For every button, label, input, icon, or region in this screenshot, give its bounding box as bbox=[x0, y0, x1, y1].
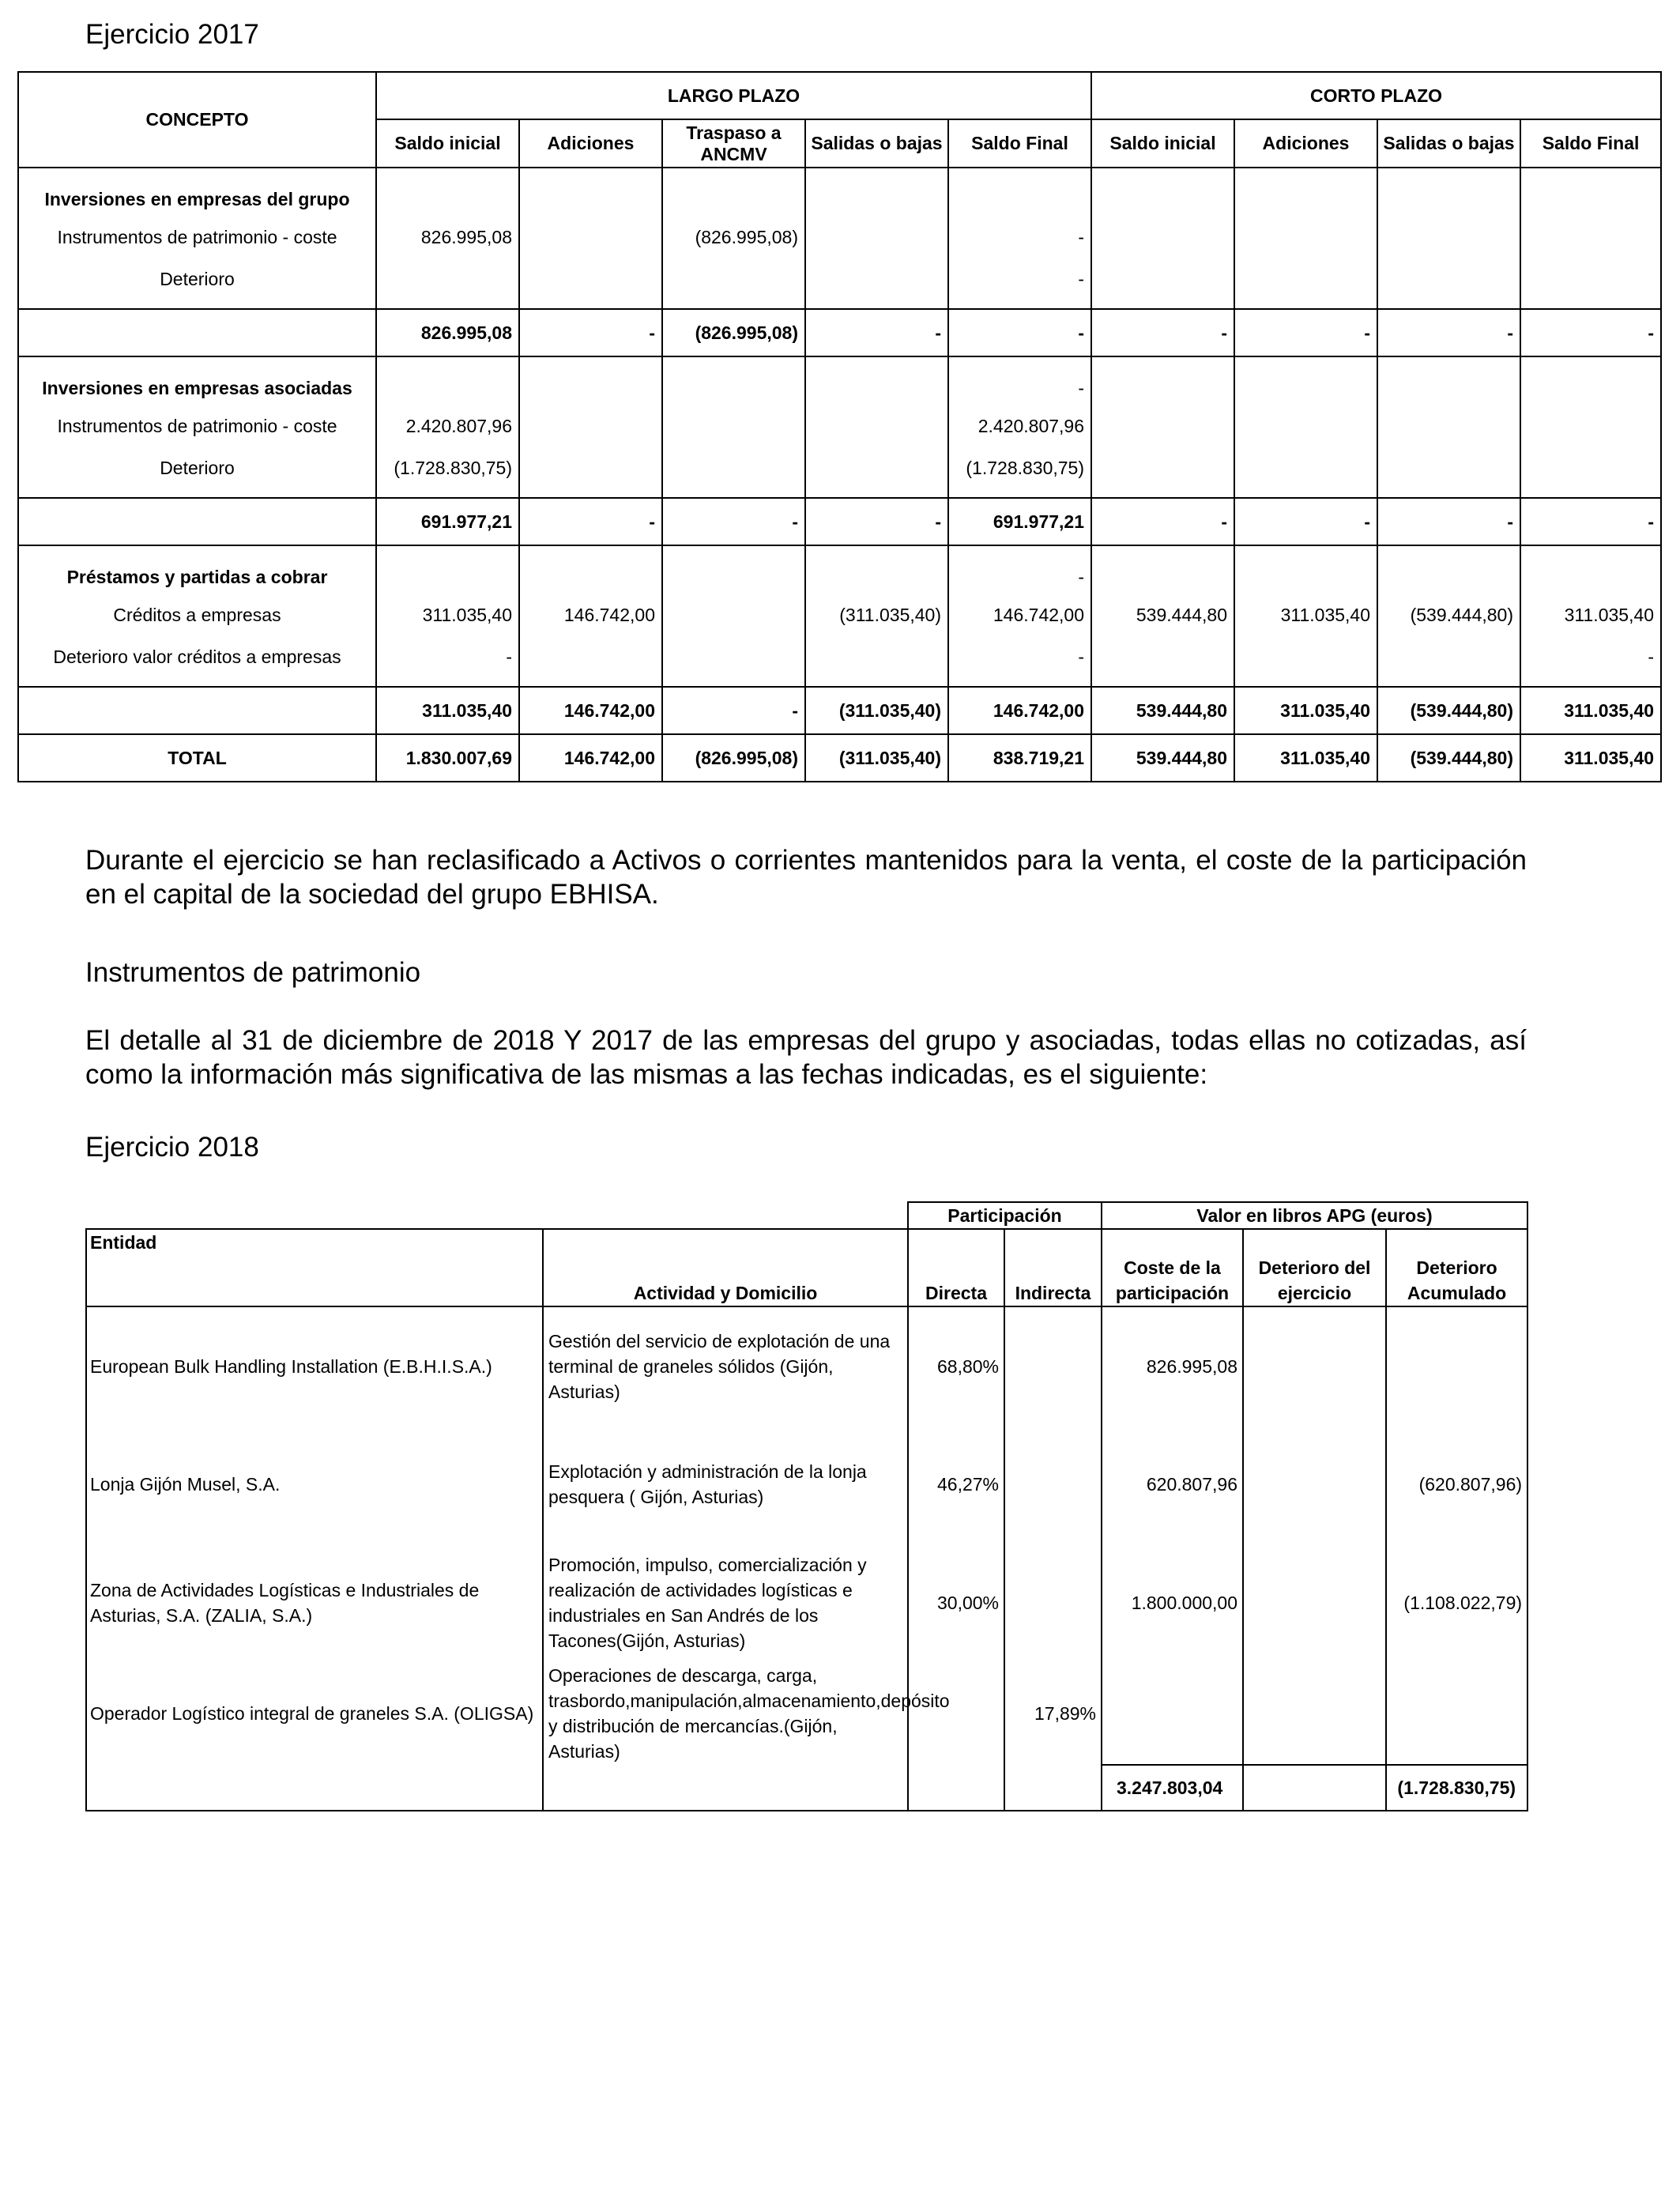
row-label: Deterioro bbox=[18, 450, 376, 498]
table-cell bbox=[1234, 356, 1377, 402]
table-cell: - bbox=[1377, 309, 1520, 356]
table-cell bbox=[1234, 261, 1377, 309]
heading-instrumentos-patrimonio: Instrumentos de patrimonio bbox=[85, 957, 421, 988]
table-cell: - bbox=[519, 309, 662, 356]
table-cell bbox=[1377, 261, 1520, 309]
table-cell bbox=[519, 450, 662, 498]
table-cell: - bbox=[948, 261, 1091, 309]
table-cell: (1.728.830,75) bbox=[376, 450, 519, 498]
empty-cell bbox=[86, 1765, 543, 1811]
table-cell: 146.742,00 bbox=[519, 734, 662, 782]
table-row bbox=[18, 309, 1661, 356]
table-cell: 539.444,80 bbox=[1091, 734, 1234, 782]
row-label bbox=[18, 498, 376, 545]
table-cell: 838.719,21 bbox=[948, 734, 1091, 782]
table-cell bbox=[1234, 639, 1377, 687]
table-cell: 539.444,80 bbox=[1091, 591, 1234, 639]
col-header: Salidas o bajas bbox=[1377, 119, 1520, 168]
cell-entidad: Zona de Actividades Logísticas e Industriales de Asturias, S.A. (ZALIA, S.A.) bbox=[86, 1544, 543, 1662]
row-label: Inversiones en empresas del grupo bbox=[18, 168, 376, 213]
table-cell bbox=[1091, 402, 1234, 450]
table-cell bbox=[1377, 545, 1520, 591]
table-row bbox=[86, 1306, 1527, 1425]
table-cell bbox=[519, 545, 662, 591]
table-cell: - bbox=[376, 639, 519, 687]
table-cell: - bbox=[1234, 498, 1377, 545]
table-cell bbox=[1234, 450, 1377, 498]
cell-actividad: Promoción, impulso, comercialización y realización de actividades logísticas e industriales en San Andrés de los Tacones(Gijón, Asturias) bbox=[543, 1544, 908, 1662]
table-cell: 146.742,00 bbox=[948, 687, 1091, 734]
table-cell bbox=[805, 639, 948, 687]
table-cell bbox=[1520, 168, 1661, 213]
table-cell: (539.444,80) bbox=[1377, 734, 1520, 782]
cell-indirecta bbox=[1004, 1425, 1102, 1544]
table-cell bbox=[1377, 402, 1520, 450]
table-cell bbox=[519, 168, 662, 213]
table-cell: 2.420.807,96 bbox=[948, 402, 1091, 450]
cell-directa: 46,27% bbox=[908, 1425, 1004, 1544]
table-cell bbox=[1520, 261, 1661, 309]
row-label: TOTAL bbox=[18, 734, 376, 782]
table-cell bbox=[805, 450, 948, 498]
table-cell bbox=[805, 261, 948, 309]
table-cell bbox=[1520, 402, 1661, 450]
header-participacion: Participación bbox=[908, 1202, 1102, 1229]
table-cell bbox=[1377, 213, 1520, 261]
table-cell bbox=[376, 356, 519, 402]
table-cell: - bbox=[948, 309, 1091, 356]
header-largo-plazo: LARGO PLAZO bbox=[376, 72, 1091, 119]
table-cell: - bbox=[1520, 639, 1661, 687]
table-cell bbox=[1234, 168, 1377, 213]
heading-ejercicio-2018: Ejercicio 2018 bbox=[85, 1132, 259, 1163]
paragraph-reclasificacion: Durante el ejercicio se han reclasificado a Activos o corrientes mantenidos para la venta, el coste de la participación en el capital de la sociedad del grupo EBHISA. bbox=[85, 845, 1527, 910]
table-cell: (1.728.830,75) bbox=[948, 450, 1091, 498]
cell-indirecta bbox=[1004, 1306, 1102, 1425]
cell-indirecta: 17,89% bbox=[1004, 1662, 1102, 1765]
cell-deterioro-acumulado: (620.807,96) bbox=[1386, 1425, 1527, 1544]
table-row bbox=[86, 1425, 1527, 1544]
row-label: Instrumentos de patrimonio - coste bbox=[18, 402, 376, 450]
cell-deterioro-acumulado: (1.108.022,79) bbox=[1386, 1544, 1527, 1662]
cell-indirecta bbox=[1004, 1544, 1102, 1662]
row-label: Instrumentos de patrimonio - coste bbox=[18, 213, 376, 261]
table-cell: (826.995,08) bbox=[662, 309, 805, 356]
cell-directa: 68,80% bbox=[908, 1306, 1004, 1425]
table-row bbox=[18, 168, 1661, 213]
table-cell bbox=[519, 402, 662, 450]
header-deterioro-ejercicio: Deterioro del ejercicio bbox=[1243, 1229, 1386, 1306]
empty-cell bbox=[1004, 1765, 1102, 1811]
table-cell bbox=[662, 450, 805, 498]
table-cell: - bbox=[1520, 309, 1661, 356]
table-cell: 311.035,40 bbox=[1234, 734, 1377, 782]
table-cell bbox=[805, 213, 948, 261]
table-row bbox=[18, 591, 1661, 639]
table-cell bbox=[1091, 356, 1234, 402]
cell-coste bbox=[1102, 1662, 1243, 1765]
total-coste: 3.247.803,04 bbox=[1102, 1765, 1243, 1811]
table-ejercicio-2018 bbox=[85, 1201, 1528, 1811]
cell-entidad: Lonja Gijón Musel, S.A. bbox=[86, 1425, 543, 1544]
table-cell bbox=[662, 168, 805, 213]
table-row bbox=[18, 545, 1661, 591]
table-cell bbox=[805, 168, 948, 213]
row-label bbox=[18, 309, 376, 356]
cell-coste: 620.807,96 bbox=[1102, 1425, 1243, 1544]
table-cell: - bbox=[1234, 309, 1377, 356]
col-header: Traspaso a ANCMV bbox=[662, 119, 805, 168]
paragraph-detalle: El detalle al 31 de diciembre de 2018 Y 2017 de las empresas del grupo y asociadas, todas ellas no cotizadas, así como la información más significativa de las mismas a las fechas indicadas, es el siguiente: bbox=[85, 1025, 1527, 1090]
cell-deterioro-ejercicio bbox=[1243, 1544, 1386, 1662]
table-cell bbox=[519, 639, 662, 687]
cell-actividad: Gestión del servicio de explotación de una terminal de graneles sólidos (Gijón, Asturias) bbox=[543, 1306, 908, 1425]
table-cell: - bbox=[805, 309, 948, 356]
table-cell: 311.035,40 bbox=[1520, 687, 1661, 734]
table-cell: 539.444,80 bbox=[1091, 687, 1234, 734]
table-cell bbox=[1234, 545, 1377, 591]
table-cell bbox=[1234, 402, 1377, 450]
table-cell: - bbox=[948, 545, 1091, 591]
table-cell: 311.035,40 bbox=[1520, 734, 1661, 782]
table-cell: 2.420.807,96 bbox=[376, 402, 519, 450]
table-cell bbox=[1377, 168, 1520, 213]
cell-actividad: Operaciones de descarga, carga, trasbordo,manipulación,almacenamiento,depósito y distribución de mercancías.(Gijón, Asturias) bbox=[543, 1662, 908, 1765]
table-cell: (826.995,08) bbox=[662, 213, 805, 261]
table-cell bbox=[1520, 450, 1661, 498]
table-cell: 311.035,40 bbox=[1520, 591, 1661, 639]
header-entidad: Entidad bbox=[86, 1229, 543, 1306]
table-cell bbox=[1520, 356, 1661, 402]
table-cell: 311.035,40 bbox=[376, 687, 519, 734]
cell-actividad: Explotación y administración de la lonja pesquera ( Gijón, Asturias) bbox=[543, 1425, 908, 1544]
table-cell: 691.977,21 bbox=[948, 498, 1091, 545]
empty-cell bbox=[908, 1765, 1004, 1811]
header-directa: Directa bbox=[908, 1229, 1004, 1306]
table-row bbox=[86, 1662, 1527, 1765]
col-header: Saldo inicial bbox=[376, 119, 519, 168]
table-row bbox=[18, 734, 1661, 782]
table-row bbox=[18, 639, 1661, 687]
table-cell: - bbox=[1377, 498, 1520, 545]
table-cell bbox=[376, 545, 519, 591]
cell-deterioro-ejercicio bbox=[1243, 1306, 1386, 1425]
table-cell bbox=[1091, 261, 1234, 309]
table-cell bbox=[519, 356, 662, 402]
cell-deterioro-ejercicio bbox=[1243, 1662, 1386, 1765]
table-cell: (311.035,40) bbox=[805, 591, 948, 639]
table-cell bbox=[1377, 639, 1520, 687]
table-row bbox=[18, 687, 1661, 734]
table-cell: (311.035,40) bbox=[805, 734, 948, 782]
table-ejercicio-2017 bbox=[17, 71, 1662, 782]
table-cell bbox=[662, 356, 805, 402]
table-cell: - bbox=[662, 687, 805, 734]
table-cell bbox=[1091, 545, 1234, 591]
cell-directa bbox=[908, 1662, 1004, 1765]
table-cell: 311.035,40 bbox=[1234, 591, 1377, 639]
row-label: Deterioro valor créditos a empresas bbox=[18, 639, 376, 687]
cell-directa: 30,00% bbox=[908, 1544, 1004, 1662]
table-cell bbox=[805, 545, 948, 591]
col-header: Salidas o bajas bbox=[805, 119, 948, 168]
table-cell bbox=[376, 168, 519, 213]
table-cell bbox=[1377, 356, 1520, 402]
table-row bbox=[18, 450, 1661, 498]
empty-cell bbox=[543, 1765, 908, 1811]
cell-entidad: European Bulk Handling Installation (E.B.H.I.S.A.) bbox=[86, 1306, 543, 1425]
header-corto-plazo: CORTO PLAZO bbox=[1091, 72, 1661, 119]
header-valor-libros: Valor en libros APG (euros) bbox=[1102, 1202, 1527, 1229]
header-deterioro-acumulado: Deterioro Acumulado bbox=[1386, 1229, 1527, 1306]
cell-coste: 1.800.000,00 bbox=[1102, 1544, 1243, 1662]
col-header: Saldo inicial bbox=[1091, 119, 1234, 168]
table-cell: - bbox=[662, 498, 805, 545]
header-concepto: CONCEPTO bbox=[18, 72, 376, 168]
table-cell: - bbox=[948, 639, 1091, 687]
table-cell bbox=[662, 545, 805, 591]
table-cell: - bbox=[1091, 498, 1234, 545]
table-cell bbox=[1377, 450, 1520, 498]
table-cell bbox=[662, 639, 805, 687]
total-deterioro-acumulado: (1.728.830,75) bbox=[1386, 1765, 1527, 1811]
table-cell: 826.995,08 bbox=[376, 213, 519, 261]
header-indirecta: Indirecta bbox=[1004, 1229, 1102, 1306]
table-cell bbox=[1091, 168, 1234, 213]
cell-coste: 826.995,08 bbox=[1102, 1306, 1243, 1425]
table-cell bbox=[662, 591, 805, 639]
header-actividad: Actividad y Domicilio bbox=[543, 1229, 908, 1306]
table-cell: 146.742,00 bbox=[948, 591, 1091, 639]
table-cell: - bbox=[1091, 309, 1234, 356]
table-cell bbox=[376, 261, 519, 309]
table-cell: 311.035,40 bbox=[1234, 687, 1377, 734]
col-header: Adiciones bbox=[519, 119, 662, 168]
table-cell bbox=[1091, 213, 1234, 261]
table-row bbox=[18, 261, 1661, 309]
table-cell: 826.995,08 bbox=[376, 309, 519, 356]
col-header: Saldo Final bbox=[1520, 119, 1661, 168]
table-cell bbox=[519, 261, 662, 309]
total-deterioro-ejercicio bbox=[1243, 1765, 1386, 1811]
table-row bbox=[86, 1544, 1527, 1662]
heading-ejercicio-2017: Ejercicio 2017 bbox=[85, 19, 259, 50]
header-coste: Coste de la participación bbox=[1102, 1229, 1243, 1306]
row-label: Inversiones en empresas asociadas bbox=[18, 356, 376, 402]
table-cell bbox=[805, 356, 948, 402]
table-cell bbox=[662, 261, 805, 309]
col-header: Saldo Final bbox=[948, 119, 1091, 168]
table-cell: - bbox=[948, 213, 1091, 261]
table-cell bbox=[1091, 450, 1234, 498]
cell-deterioro-acumulado bbox=[1386, 1306, 1527, 1425]
cell-deterioro-ejercicio bbox=[1243, 1425, 1386, 1544]
table-cell: (826.995,08) bbox=[662, 734, 805, 782]
table-cell bbox=[948, 168, 1091, 213]
table-row bbox=[18, 498, 1661, 545]
table-cell bbox=[805, 402, 948, 450]
row-label bbox=[18, 687, 376, 734]
row-label: Deterioro bbox=[18, 261, 376, 309]
table-cell: 146.742,00 bbox=[519, 687, 662, 734]
table-cell bbox=[519, 213, 662, 261]
table-cell bbox=[1234, 213, 1377, 261]
table-cell: 311.035,40 bbox=[376, 591, 519, 639]
table-cell: 691.977,21 bbox=[376, 498, 519, 545]
table-cell: - bbox=[519, 498, 662, 545]
col-header: Adiciones bbox=[1234, 119, 1377, 168]
table-cell: 1.830.007,69 bbox=[376, 734, 519, 782]
row-label: Créditos a empresas bbox=[18, 591, 376, 639]
table-cell: 146.742,00 bbox=[519, 591, 662, 639]
total-row bbox=[86, 1765, 1527, 1811]
cell-entidad: Operador Logístico integral de graneles S.A. (OLIGSA) bbox=[86, 1662, 543, 1765]
row-label: Préstamos y partidas a cobrar bbox=[18, 545, 376, 591]
table-cell: (539.444,80) bbox=[1377, 591, 1520, 639]
table-row bbox=[18, 213, 1661, 261]
table-cell bbox=[1520, 545, 1661, 591]
table-row bbox=[18, 356, 1661, 402]
cell-deterioro-acumulado bbox=[1386, 1662, 1527, 1765]
table-cell bbox=[662, 402, 805, 450]
table-cell: (311.035,40) bbox=[805, 687, 948, 734]
table-cell bbox=[1091, 639, 1234, 687]
table-cell: - bbox=[948, 356, 1091, 402]
table-cell: - bbox=[1520, 498, 1661, 545]
table-cell: - bbox=[805, 498, 948, 545]
table-cell bbox=[1520, 213, 1661, 261]
table-cell: (539.444,80) bbox=[1377, 687, 1520, 734]
table-row bbox=[18, 402, 1661, 450]
